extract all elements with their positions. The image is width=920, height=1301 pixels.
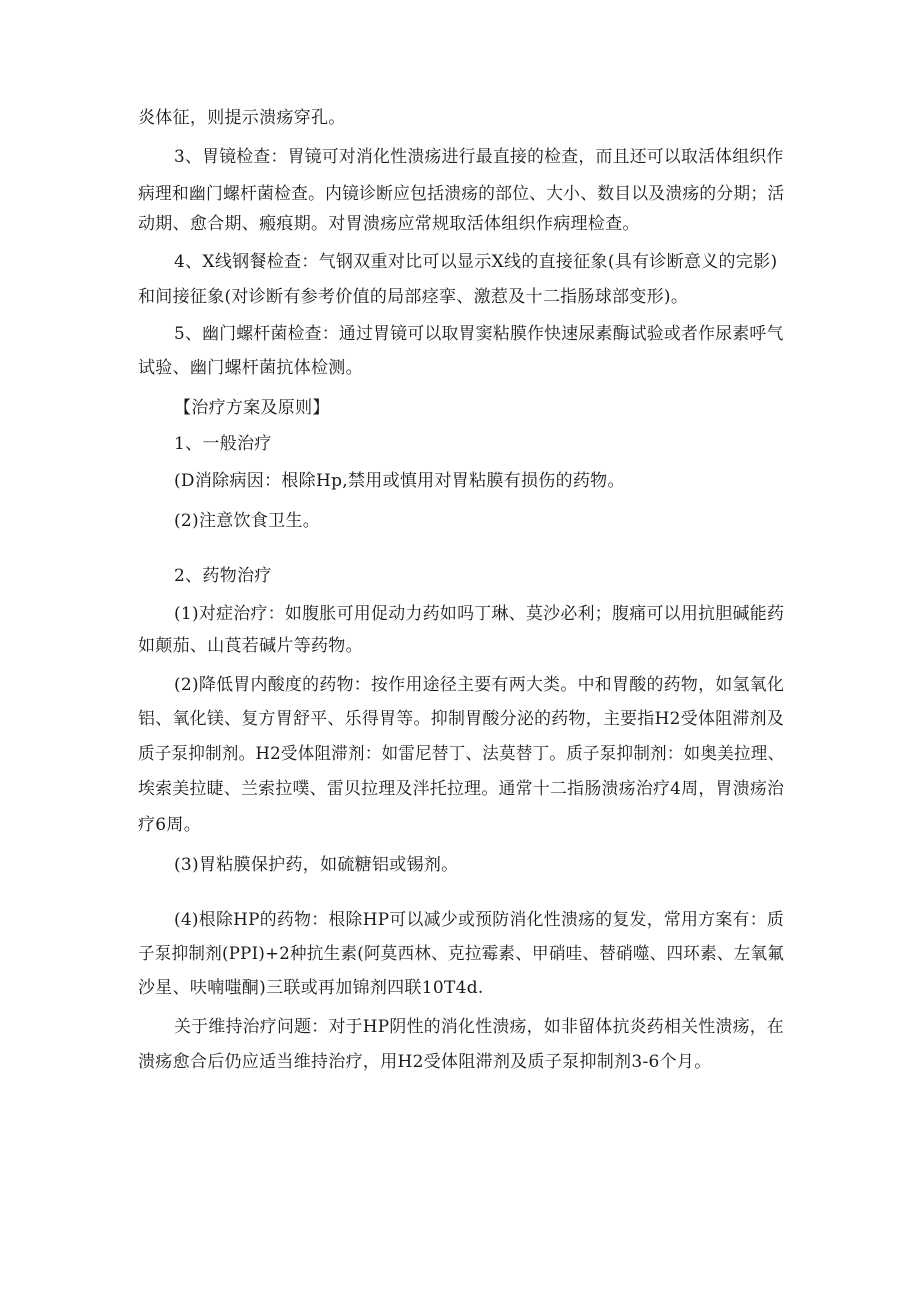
text-line: 沙星、呋喃嗤酮)三联或再加锦剂四联10T4d. [138,978,484,998]
text-line: 溃疡愈合后仍应适当维持治疗，用H2受体阻滞剂及质子泵抑制剂3-6个月。 [138,1052,712,1072]
text-line: (2)注意饮食卫生。 [174,511,321,531]
text-line: (1)对症治疗：如腹胀可用促动力药如吗丁琳、莫沙必利；腹痛可以用抗胆碱能药 [174,604,785,624]
text-line: 质子泵抑制剂。H2受体阻滞剂：如雷尼替丁、法莫替丁。质子泵抑制剂：如奥美拉理、 [138,744,785,764]
text-line: (2)降低胃内酸度的药物：按作用途径主要有两大类。中和胃酸的药物，如氢氧化 [174,675,785,695]
text-line: 病理和幽门螺杆菌检查。内镜诊断应包括溃疡的部位、大小、数目以及溃疡的分期；活 [138,184,785,204]
text-line: 和间接征象(对诊断有参考价值的局部痉挛、激惹及十二指肠球部变形)。 [138,287,689,307]
text-line: 埃索美拉睫、兰索拉噗、雷贝拉理及泮托拉理。通常十二指肠溃疡治疗4周，胃溃疡治 [138,779,785,799]
text-line: 动期、愈合期、瘢痕期。对胃溃疡应常规取活体组织作病理检查。 [138,214,640,234]
text-line: 3、胃镜检查：胃镜可对消化性溃疡进行最直接的检查，而且还可以取活体组织作 [174,147,784,167]
text-line: 如颠茄、山莨若碱片等药物。 [138,636,363,656]
text-line: (3)胃粘膜保护药，如硫糖铝或锡剂。 [174,855,459,875]
text-line: 4、X线钢餐检查：气钢双重对比可以显示X线的直接征象(具有诊断意义的完影) [174,252,778,272]
subsection-heading: 1、一般治疗 [174,434,272,454]
subsection-heading: 2、药物治疗 [174,566,272,586]
text-line: 5、幽门螺杆菌检查：通过胃镜可以取胃窦粘膜作快速尿素酶试验或者作尿素呼气 [174,324,784,344]
text-line: (D消除病因：根除Hp,禁用或慎用对胃粘膜有损伤的药物。 [174,471,625,491]
text-line: 炎体征，则提示溃疡穿孔。 [138,108,346,128]
section-heading: 【治疗方案及原则】 [174,398,330,418]
text-line: 试验、幽门螺杆菌抗体检测。 [138,358,363,378]
text-line: 疗6周。 [138,815,202,835]
text-line: 铝、氧化镁、复方胃舒平、乐得胃等。抑制胃酸分泌的药物，主要指H2受体阻滞剂及 [138,709,785,729]
text-line: 关于维持治疗问题：对于HP阴性的消化性溃疡，如非留体抗炎药相关性溃疡，在 [174,1017,785,1037]
text-line: (4)根除HP的药物：根除HP可以减少或预防消化性溃疡的复发，常用方案有：质 [174,910,785,930]
text-line: 子泵抑制剂(PPI)+2种抗生素(阿莫西林、克拉霉素、甲硝哇、替硝噬、四环素、左氧氟 [138,944,785,964]
